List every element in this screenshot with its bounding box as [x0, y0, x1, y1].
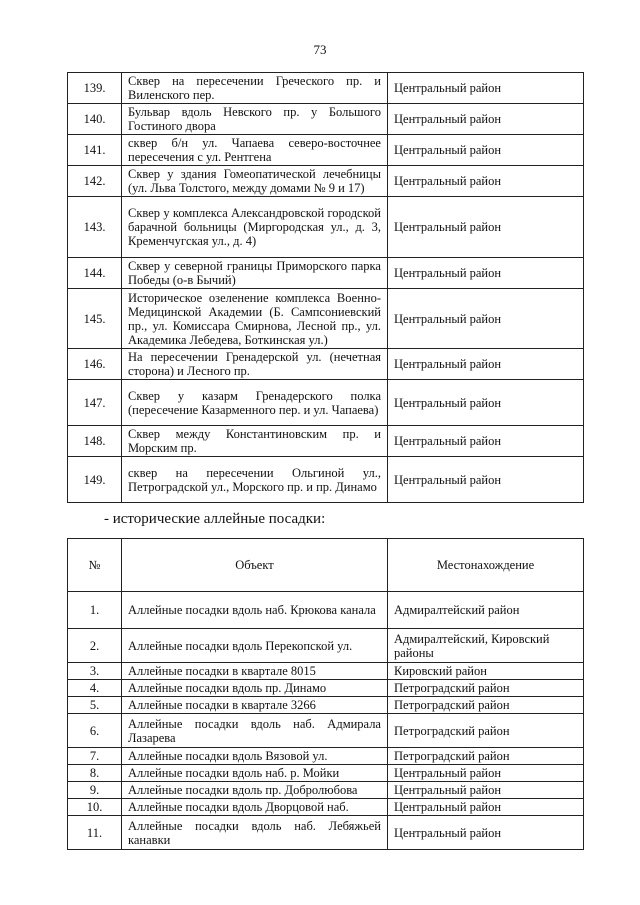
row-location: Петроградский район	[388, 714, 584, 748]
row-object: сквер на пересечении Ольгиной ул., Петроградской ул., Морского пр. и пр. Динамо	[122, 457, 388, 503]
row-object: Аллейные посадки вдоль наб. Адмирала Лазарева	[122, 714, 388, 748]
row-location: Центральный район	[388, 166, 584, 197]
row-object: Сквер у здания Гомеопатической лечебницы (ул. Льва Толстого, между домами № 9 и 17)	[122, 166, 388, 197]
row-number: 6.	[68, 714, 122, 748]
row-object: Аллейные посадки в квартале 8015	[122, 663, 388, 680]
row-number: 143.	[68, 197, 122, 258]
table-row	[68, 426, 584, 457]
row-number: 2.	[68, 629, 122, 663]
row-location: Петроградский район	[388, 697, 584, 714]
row-object: Аллейные посадки в квартале 3266	[122, 697, 388, 714]
table-row	[68, 457, 584, 503]
table-row	[68, 799, 584, 816]
table-row	[68, 289, 584, 349]
table-row	[68, 782, 584, 799]
table-header-row	[68, 539, 584, 592]
row-object: Историческое озеленение комплекса Военно-Медицинской Академии (Б. Сампсониевский пр., ул. Комиссара Смирнова, Лесной пр., ул. Академика Лебедева, Боткинская ул.)	[122, 289, 388, 349]
row-location: Центральный район	[388, 782, 584, 799]
row-object: Аллейные посадки вдоль Перекопской ул.	[122, 629, 388, 663]
header-number: №	[68, 539, 122, 592]
row-object: Аллейные посадки вдоль Дворцовой наб.	[122, 799, 388, 816]
row-location: Центральный район	[388, 799, 584, 816]
row-location: Центральный район	[388, 73, 584, 104]
row-location: Центральный район	[388, 197, 584, 258]
row-object: Аллейные посадки вдоль пр. Добролюбова	[122, 782, 388, 799]
row-object: На пересечении Гренадерской ул. (нечетная сторона) и Лесного пр.	[122, 349, 388, 380]
row-location: Центральный район	[388, 258, 584, 289]
row-object: Сквер на пересечении Греческого пр. и Виленского пер.	[122, 73, 388, 104]
row-location: Центральный район	[388, 765, 584, 782]
row-number: 8.	[68, 765, 122, 782]
table-row	[68, 748, 584, 765]
row-location: Адмиралтейский район	[388, 592, 584, 629]
row-location: Центральный район	[388, 135, 584, 166]
row-object: Сквер у северной границы Приморского парка Победы (о-в Бычий)	[122, 258, 388, 289]
row-location: Адмиралтейский, Кировский районы	[388, 629, 584, 663]
row-location: Центральный район	[388, 380, 584, 426]
table-row	[68, 816, 584, 850]
row-number: 147.	[68, 380, 122, 426]
table-row	[68, 663, 584, 680]
row-number: 146.	[68, 349, 122, 380]
section-heading: - исторические аллейные посадки:	[104, 511, 326, 527]
row-object: Аллейные посадки вдоль наб. Крюкова канала	[122, 592, 388, 629]
row-number: 10.	[68, 799, 122, 816]
table-row	[68, 380, 584, 426]
table-row	[68, 697, 584, 714]
parks-table	[67, 72, 584, 503]
table-row	[68, 197, 584, 258]
row-location: Петроградский район	[388, 680, 584, 697]
table-row	[68, 258, 584, 289]
row-number: 144.	[68, 258, 122, 289]
row-object: Сквер между Константиновским пр. и Морским пр.	[122, 426, 388, 457]
row-number: 1.	[68, 592, 122, 629]
table-row	[68, 680, 584, 697]
row-number: 5.	[68, 697, 122, 714]
table-row	[68, 714, 584, 748]
table-row	[68, 629, 584, 663]
row-location: Центральный район	[388, 289, 584, 349]
table-row	[68, 166, 584, 197]
row-object: Аллейные посадки вдоль пр. Динамо	[122, 680, 388, 697]
table-row	[68, 73, 584, 104]
row-number: 149.	[68, 457, 122, 503]
table-row	[68, 349, 584, 380]
row-number: 139.	[68, 73, 122, 104]
row-number: 11.	[68, 816, 122, 850]
row-object: Аллейные посадки вдоль наб. Лебяжьей канавки	[122, 816, 388, 850]
row-location: Центральный район	[388, 816, 584, 850]
table-row	[68, 104, 584, 135]
table-row	[68, 592, 584, 629]
row-number: 9.	[68, 782, 122, 799]
row-location: Центральный район	[388, 349, 584, 380]
row-location: Центральный район	[388, 426, 584, 457]
row-location: Центральный район	[388, 104, 584, 135]
row-number: 3.	[68, 663, 122, 680]
row-number: 4.	[68, 680, 122, 697]
row-number: 145.	[68, 289, 122, 349]
row-number: 7.	[68, 748, 122, 765]
row-number: 141.	[68, 135, 122, 166]
header-object: Объект	[122, 539, 388, 592]
header-location: Местонахождение	[388, 539, 584, 592]
row-object: Сквер у комплекса Александровской городской барачной больницы (Миргородская ул., д. 3, Кременчугская ул., д. 4)	[122, 197, 388, 258]
row-object: Сквер у казарм Гренадерского полка (пересечение Казарменного пер. и ул. Чапаева)	[122, 380, 388, 426]
alleys-table	[67, 538, 584, 850]
row-location: Центральный район	[388, 457, 584, 503]
row-object: Аллейные посадки вдоль Вязовой ул.	[122, 748, 388, 765]
table-row	[68, 135, 584, 166]
row-number: 140.	[68, 104, 122, 135]
row-object: сквер б/н ул. Чапаева северо-восточнее пересечения с ул. Рентгена	[122, 135, 388, 166]
row-object: Бульвар вдоль Невского пр. у Большого Гостиного двора	[122, 104, 388, 135]
row-number: 142.	[68, 166, 122, 197]
page-number: 73	[313, 42, 327, 57]
table-row	[68, 765, 584, 782]
row-location: Петроградский район	[388, 748, 584, 765]
row-location: Кировский район	[388, 663, 584, 680]
row-object: Аллейные посадки вдоль наб. р. Мойки	[122, 765, 388, 782]
row-number: 148.	[68, 426, 122, 457]
